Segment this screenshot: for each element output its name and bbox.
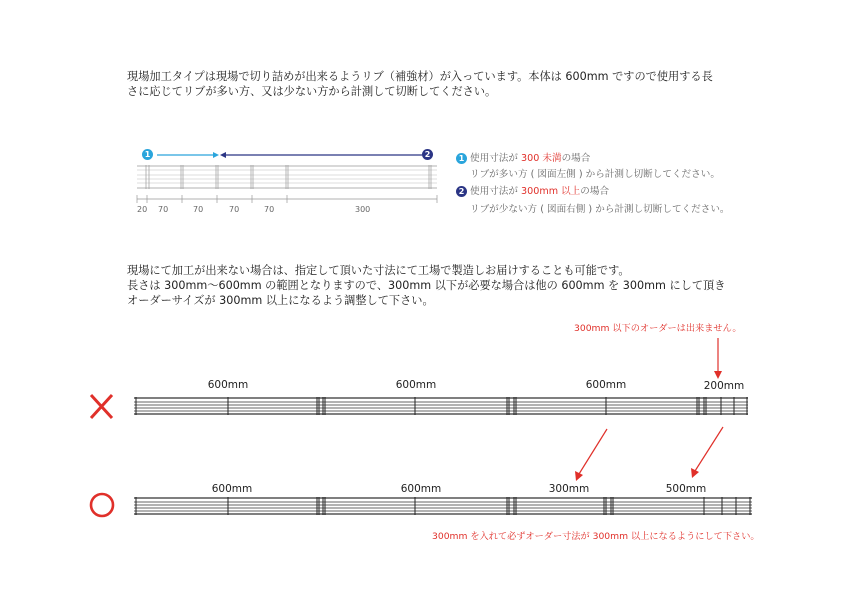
wrong-row-panels (134, 397, 748, 415)
middle-line-3: オーダーサイズが 300mm 以上になるよう調整して下さい。 (127, 294, 434, 307)
note-1 (470, 152, 590, 165)
wrong-note: 300mm 以下のオーダーは出来ません。 (574, 323, 742, 334)
dim-label: 300 (355, 205, 371, 214)
marker-2-icon: 2 (422, 149, 433, 160)
right-segment-label: 600mm (400, 483, 442, 495)
right-segment-label: 600mm (211, 483, 253, 495)
note-2-pre: 使用寸法が (470, 186, 522, 197)
note-2-sub: リブが少ない方 ( 図面右側 ) から計測し切断してください。 (470, 204, 730, 215)
right-mark-icon (91, 494, 113, 516)
middle-line-1: 現場にて加工が出来ない場合は、指定して頂いた寸法にて工場で製造しお届けすることも可能です。 (127, 264, 630, 277)
dim-label: 70 (158, 205, 169, 214)
note-2-post: の場合 (580, 186, 610, 197)
note-2-red: 300mm 以上 (521, 186, 581, 197)
intro-line-2: さに応じてリブが多い方、又は少ない方から計測して切断してください。 (127, 85, 497, 98)
middle-line-2: 長さは 300mm～600mm の範囲となりますので、300mm 以下が必要な場合は他の 600mm を 300mm にして頂き (127, 279, 726, 292)
wrong-segment-label: 600mm (395, 379, 437, 391)
dim-label: 70 (193, 205, 204, 214)
note-1-sub: リブが多い方 ( 図面左側 ) から計測し切断してください。 (470, 169, 720, 180)
marker-1-icon: 1 (142, 149, 153, 160)
wrong-segment-label: 200mm (703, 380, 745, 392)
arrowhead-cyan (213, 152, 219, 158)
note-1-post: の場合 (561, 153, 591, 164)
note-1-pre: 使用寸法が (470, 153, 522, 164)
note-2-marker-icon: 2 (456, 186, 467, 197)
wrong-segment-label: 600mm (207, 379, 249, 391)
right-segment-label: 300mm (548, 483, 590, 495)
small-panel-diagram (137, 152, 437, 203)
right-segment-label: 500mm (665, 483, 707, 495)
note-2 (470, 185, 609, 198)
note-1-marker-icon: 1 (456, 153, 467, 164)
wrong-mark-icon (91, 395, 112, 418)
dim-label: 70 (264, 205, 275, 214)
wrong-segment-label: 600mm (585, 379, 627, 391)
intro-line-1: 現場加工タイプは現場で切り詰めが出来るようリブ（補強材）が入っています。本体は 600mm ですので使用する長 (127, 70, 713, 83)
dim-label: 20 (137, 205, 148, 214)
red-arrows (575, 338, 723, 481)
note-1-red: 300 未満 (521, 153, 562, 164)
arrowhead-navy (220, 152, 226, 158)
right-row-panels (134, 497, 752, 515)
right-note: 300mm を入れて必ずオーダー寸法が 300mm 以上になるようにして下さい。 (432, 531, 760, 542)
dim-label: 70 (229, 205, 240, 214)
